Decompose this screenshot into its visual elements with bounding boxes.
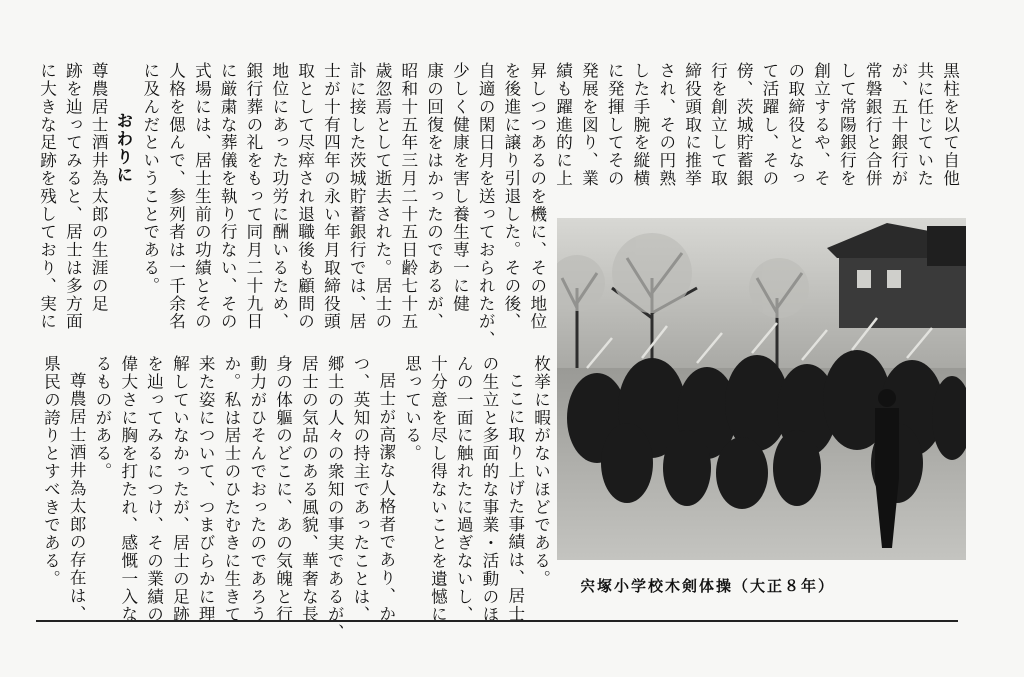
article-line: 共に任じていた xyxy=(914,62,934,188)
photo-caption: 宍塚小学校木剣体操（大正８年） xyxy=(580,577,836,595)
article-line: るものがある。 xyxy=(92,355,112,481)
article-line: 思っている。 xyxy=(402,355,422,463)
article-line: して常陽銀行を xyxy=(837,62,857,188)
article-line: 居士が高潔な人格者であり、か xyxy=(376,372,396,623)
article-line: に発揮してその xyxy=(605,62,625,188)
article-line: 尊農居士酒井為太郎の存在は、 xyxy=(67,372,87,623)
article-line: 黒柱を以て自他 xyxy=(940,62,960,188)
article-line: した手腕を縦横 xyxy=(630,62,650,188)
article-line: が、五十銀行が xyxy=(888,62,908,188)
article-line: 発展を図り、業 xyxy=(579,62,599,188)
article-line: 県民の誇りとすべきである。 xyxy=(41,355,61,588)
article-line: 偉大さに胸を打たれ、感慨一入な xyxy=(118,355,138,624)
article-line: つ、英知の持主であったことは、 xyxy=(350,355,370,624)
article-line: 跡を辿ってみると、居士は多方面 xyxy=(63,62,83,331)
article-line: 少しく健康を害し養生専一に健 xyxy=(450,62,470,313)
article-line: 解していなかったが、居士の足跡 xyxy=(170,355,190,624)
article-line: 郷土の人々の衆知の事実であるが、 xyxy=(325,355,345,642)
article-line: 来た姿について、つまびらかに理 xyxy=(196,355,216,624)
article-line: 訃に接した茨城貯蓄銀行では、居 xyxy=(347,62,367,331)
article-line: 式場には、居士生前の功績とその xyxy=(192,62,212,331)
article-line: 創立するや、そ xyxy=(811,62,831,188)
article-line: 昭和十五年三月二十五日齢七十五 xyxy=(398,62,418,331)
article-line: 動力がひそんでおったのであろう xyxy=(247,355,267,624)
article-line: 常磐銀行と合併 xyxy=(863,62,883,188)
page-divider-rule xyxy=(36,620,958,622)
article-line: 居士の気品のある風貌、華奢な長 xyxy=(299,355,319,624)
school-photo xyxy=(557,218,966,560)
article-line: 銀行葬の礼をもって同月二十九日 xyxy=(243,62,263,331)
article-line: を後進に譲り引退した。その後、 xyxy=(501,62,521,331)
article-line: 績も躍進的に上 xyxy=(553,62,573,188)
article-line: 傍、茨城貯蓄銀 xyxy=(734,62,754,188)
article-line: に及んだということである。 xyxy=(140,62,160,295)
article-line: を辿ってみるにつけ、その業績の xyxy=(144,355,164,624)
article-line: 地位にあった功労に酬いるため、 xyxy=(269,62,289,331)
article-line: ここに取り上げた事績は、居士 xyxy=(505,372,525,623)
article-line: んの一面に触れたに過ぎないし、 xyxy=(454,355,474,624)
article-line: 康の回復をはかったのであるが、 xyxy=(424,62,444,331)
article-line: 人格を偲んで、参列者は一千余名 xyxy=(166,62,186,331)
article-line: 十分意を尽し得ないことを遺憾に xyxy=(428,355,448,624)
article-line: か。私は居士のひたむきに生きて xyxy=(221,355,241,624)
article-line: 取として尽瘁され退職後も顧問の xyxy=(295,62,315,331)
article-line: て活躍し、その xyxy=(759,62,779,188)
article-line: 歳忽焉として逝去された。居士の xyxy=(372,62,392,331)
article-line: 枚挙に暇がないほどである。 xyxy=(531,355,551,588)
article-line: 締役頭取に推挙 xyxy=(682,62,702,188)
article-line: 身の体軀のどこに、あの気魄と行 xyxy=(273,355,293,624)
article-line: 尊農居士酒井為太郎の生涯の足 xyxy=(89,62,109,313)
article-line: 自適の閑日月を送っておられたが、 xyxy=(476,62,496,349)
article-line: され、その円熟 xyxy=(656,62,676,188)
section-heading: おわりに xyxy=(113,112,134,184)
article-line: に大きな足跡を残しており、実に xyxy=(37,62,57,331)
article-line: 行を創立して取 xyxy=(708,62,728,188)
article-line: の生立と多面的な事業・活動のほ xyxy=(479,355,499,624)
article-line: 士が十有四年の永い年月取締役頭 xyxy=(321,62,341,331)
article-line: に厳粛な葬儀を執り行ない、その xyxy=(218,62,238,331)
article-line: 昇しつつあるのを機に、その地位 xyxy=(527,62,547,331)
article-line: の取締役となっ xyxy=(785,62,805,188)
